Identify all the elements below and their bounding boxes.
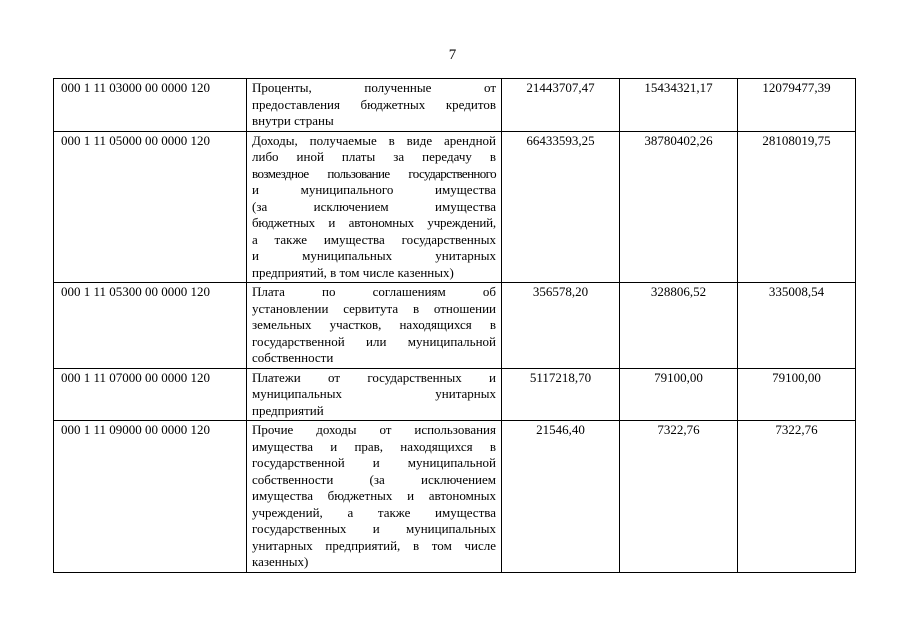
description-line: предприятий, в том числе казенных) bbox=[252, 264, 454, 280]
description-line: Проценты, полученные от bbox=[252, 80, 496, 95]
page-number: 7 bbox=[448, 47, 457, 63]
description-line: бюджетных и автономных учреждений, bbox=[252, 215, 496, 230]
budget-code-cell: 000 1 11 07000 00 0000 120 bbox=[54, 368, 247, 421]
description-line: Платежи от государственных и bbox=[252, 369, 496, 385]
description-line: и муниципальных унитарных bbox=[252, 248, 496, 263]
description-line: а также имущества государственных bbox=[252, 231, 496, 247]
table-row bbox=[54, 79, 856, 132]
description-line: собственности bbox=[252, 350, 334, 365]
amount-cell-3: 12079477,39 bbox=[738, 79, 856, 132]
budget-code-cell: 000 1 11 05000 00 0000 120 bbox=[54, 131, 247, 283]
description-line: муниципальных унитарных bbox=[252, 386, 496, 401]
description-line: либо иной платы за передачу в bbox=[252, 149, 496, 164]
description-line: Прочие доходы от использования bbox=[252, 422, 496, 437]
description-line: государственных и муниципальных bbox=[252, 521, 496, 536]
table-row bbox=[54, 368, 856, 421]
amount-cell-1: 356578,20 bbox=[502, 283, 620, 369]
description-line: государственной и муниципальной bbox=[252, 455, 496, 470]
description-line: учреждений, а также имущества bbox=[252, 504, 496, 520]
amount-cell-3: 7322,76 bbox=[738, 421, 856, 573]
description-line: унитарных предприятий, в том числе bbox=[252, 537, 496, 553]
amount-cell-2: 15434321,17 bbox=[620, 79, 738, 132]
description-line: Доходы, получаемые в виде арендной bbox=[252, 132, 496, 148]
amount-cell-1: 21546,40 bbox=[502, 421, 620, 573]
description-cell bbox=[247, 421, 502, 573]
amount-cell-2: 79100,00 bbox=[620, 368, 738, 421]
description-cell bbox=[247, 79, 502, 132]
description-line: казенных) bbox=[252, 554, 309, 569]
budget-code-cell: 000 1 11 09000 00 0000 120 bbox=[54, 421, 247, 573]
description-line: возмездное пользование государственного bbox=[252, 165, 496, 181]
revenue-table-body bbox=[54, 79, 856, 573]
amount-cell-3: 79100,00 bbox=[738, 368, 856, 421]
description-cell bbox=[247, 283, 502, 369]
budget-code-cell: 000 1 11 03000 00 0000 120 bbox=[54, 79, 247, 132]
description-line: имущества и прав, находящихся в bbox=[252, 438, 496, 454]
amount-cell-1: 5117218,70 bbox=[502, 368, 620, 421]
description-line: предприятий bbox=[252, 402, 324, 418]
table-row bbox=[54, 131, 856, 283]
description-cell bbox=[247, 131, 502, 283]
description-line: предоставления бюджетных кредитов bbox=[252, 96, 496, 112]
amount-cell-3: 28108019,75 bbox=[738, 131, 856, 283]
description-line: и муниципального имущества bbox=[252, 182, 496, 197]
description-line: собственности (за исключением bbox=[252, 471, 496, 487]
description-line: установлении сервитута в отношении bbox=[252, 300, 496, 316]
amount-cell-1: 21443707,47 bbox=[502, 79, 620, 132]
amount-cell-2: 7322,76 bbox=[620, 421, 738, 573]
table-row bbox=[54, 421, 856, 573]
description-line: (за исключением имущества bbox=[252, 198, 496, 214]
description-line: государственной или муниципальной bbox=[252, 333, 496, 349]
description-line: земельных участков, находящихся в bbox=[252, 317, 496, 332]
description-line: имущества бюджетных и автономных bbox=[252, 488, 496, 503]
amount-cell-1: 66433593,25 bbox=[502, 131, 620, 283]
description-line: Плата по соглашениям об bbox=[252, 284, 496, 299]
revenue-table bbox=[53, 78, 856, 573]
description-line: внутри страны bbox=[252, 113, 334, 128]
description-cell bbox=[247, 368, 502, 421]
amount-cell-3: 335008,54 bbox=[738, 283, 856, 369]
table-row bbox=[54, 283, 856, 369]
amount-cell-2: 38780402,26 bbox=[620, 131, 738, 283]
amount-cell-2: 328806,52 bbox=[620, 283, 738, 369]
budget-code-cell: 000 1 11 05300 00 0000 120 bbox=[54, 283, 247, 369]
